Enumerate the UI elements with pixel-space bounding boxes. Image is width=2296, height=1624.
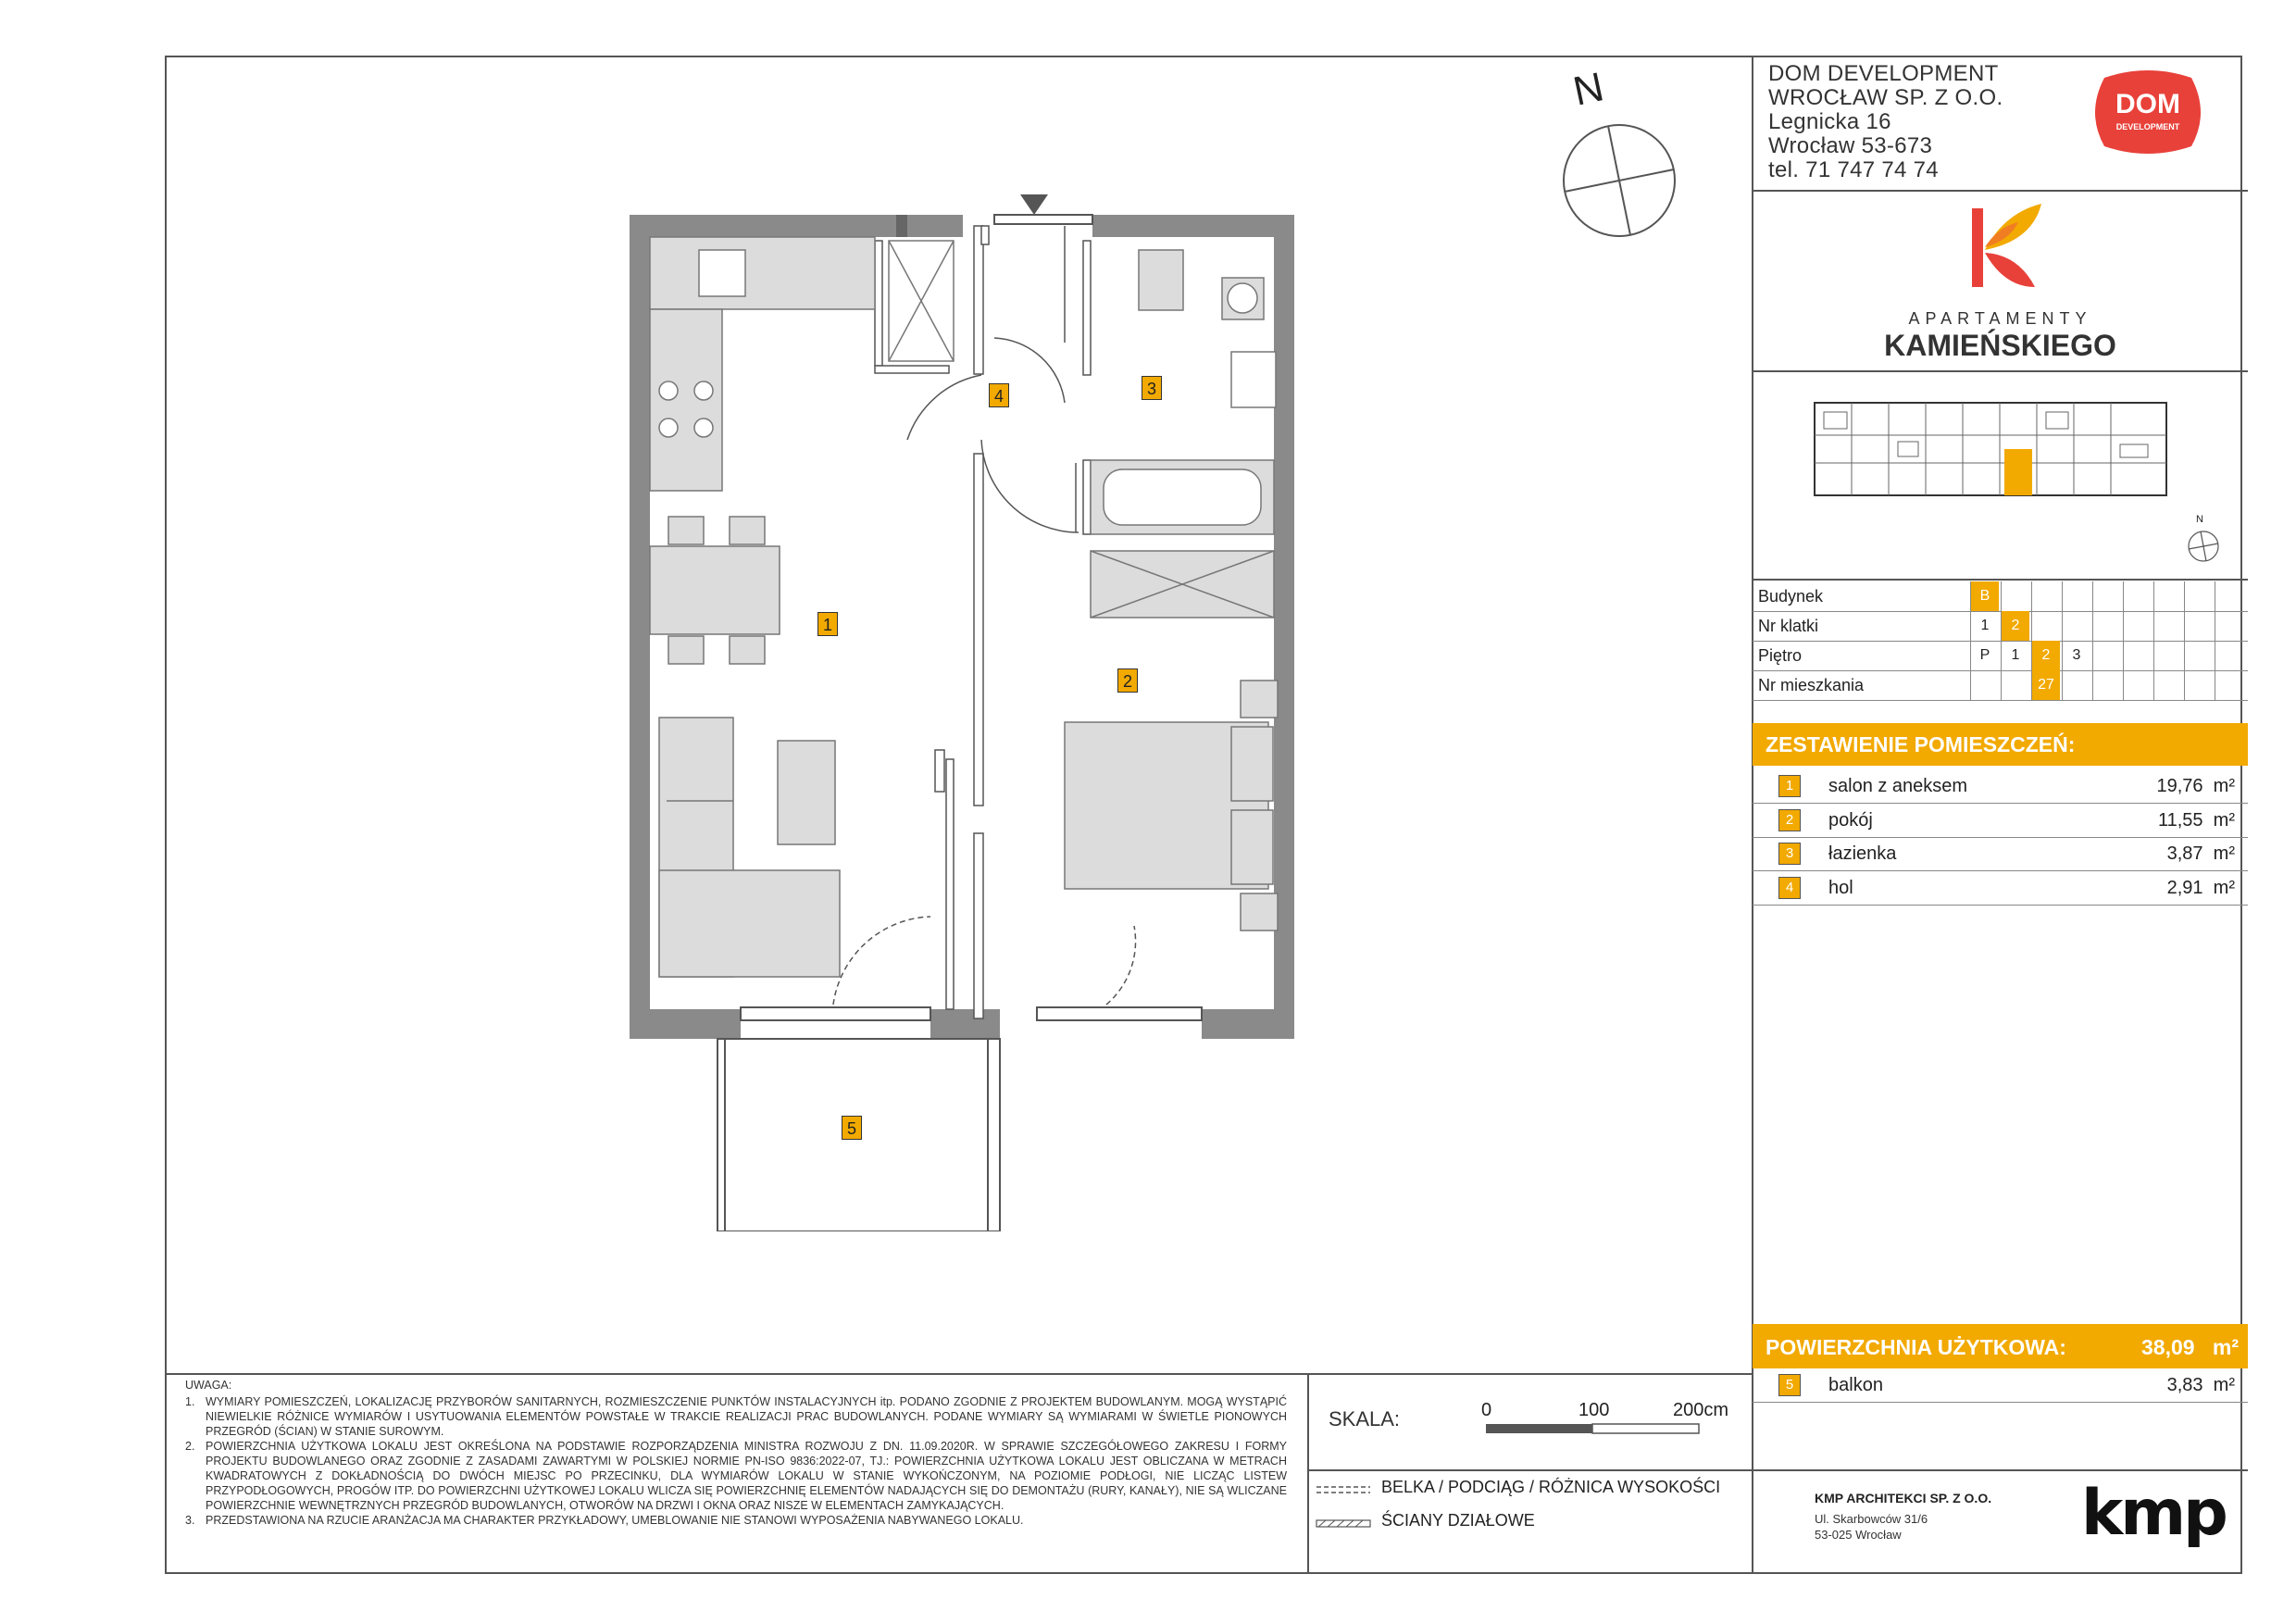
notes-block: UWAGA: 1. WYMIARY POMIESZCZEŃ, LOKALIZACJĘ PRZYBORÓW SANITARNYCH, ROZMIESZCZENIE PUNKTÓW INSTALACYJNYCH itp. PODANO ZGODNIE Z PROJEKTEM BUDOWLANYM. MOGĄ WYSTĄPIĆ NIEWIELKIE RÓŻNICE WYMIARÓW I USYTUOWANIA ELEMENTÓW POWSTAŁE W TRAKCIE REALIZACJI PRAC BUDOWLANYCH. PODANE WYMIARY SĄ WYMIARAMI W ŚWIETLE PIONOWYCH PRZEGRÓD (ŚCIAN) W STANIE SUROWYM. 2. POWIERZCHNIA UŻYTKOWA LOKALU JEST OKREŚLONA NA PODSTAWIE ROZPORZĄDZENIA MINISTRA ROZWOJU Z DN. 11.09.2020R. W SPRAWIE SZCZEGÓŁOWEGO ZAKRESU I FORMY PROJEKTU BUDOWLANEGO ORAZ ZGODNIE Z ZASADAMI ZAWARTYMI W POLSKIEJ NORMIE PN-ISO 9836:2022-07, TJ.: POWIERZCHNIA UŻYTKOWA LOKALU JEST OBLICZANA W METRACH KWADRATOWYCH Z DOKŁADNOŚCIĄ DO DWÓCH MIEJSC PO PRZECINKU, DLA WYMIARÓW LOKALU W STANIE WYKOŃCZONYM, NA POZIOMIE PODŁOGI, NIE LICZĄC LISTEW PRZYPODŁOGOWYCH, PROGÓW ITP. DO POWIERZCHNI UŻYTKOWEJ LOKALU WLICZA SIĘ POWIERZCHNIĘ ELEMENTÓW NADAJĄCYCH SIĘ DO DEMONTAŻU (RURY, KANAŁY), NIE SĄ WLICZANE POWIERZCHNIE WEWNĘTRZNYCH PRZEGRÓD BUDOWLANYCH, OTWORÓW NA DRZWI I OKNA ORAZ NISZE W ELEMENTACH ZAMYKAJĄCYCH. 3. PRZEDSTAWIONA NA RZUCIE ARANŻACJA MA CHARAKTER PRZYKŁADOWY, UMEBLOWANIE NIE STANOWI WYPOSAŻENIA NABYWANEGO LOKALU. bbox=[185, 1379, 1287, 1527]
room-name: hol bbox=[1828, 877, 1853, 898]
balcony-number-badge: 5 bbox=[1778, 1374, 1801, 1396]
compass-icon bbox=[1559, 120, 1679, 241]
room-area: 2,91 bbox=[2166, 877, 2203, 898]
company-city: Wrocław 53-673 bbox=[1768, 133, 1933, 158]
room-number-badge: 4 bbox=[1778, 877, 1801, 899]
room-area: 11,55 bbox=[2157, 809, 2203, 831]
room-row bbox=[1753, 769, 2248, 804]
location-cell bbox=[2062, 670, 2090, 700]
location-cell bbox=[2123, 581, 2152, 611]
location-cell bbox=[2031, 581, 2060, 611]
legend-beam: BELKA / PODCIĄG / RÓŻNICA WYSOKOŚCI bbox=[1381, 1478, 1721, 1496]
location-cell bbox=[2001, 581, 2029, 611]
location-cell bbox=[1970, 670, 1999, 700]
notes-divider bbox=[165, 1373, 1753, 1375]
scale-label: SKALA: bbox=[1329, 1407, 1401, 1430]
location-cell bbox=[2215, 641, 2243, 670]
location-cell: 2 bbox=[2031, 641, 2060, 670]
location-cell bbox=[2092, 581, 2121, 611]
company-street: Legnicka 16 bbox=[1768, 109, 1891, 134]
location-cell bbox=[2153, 670, 2182, 700]
north-label: N bbox=[1569, 64, 1608, 115]
architect-name: KMP ARCHITEKCI SP. Z O.O. bbox=[1815, 1491, 1992, 1505]
minimap-compass-icon bbox=[2187, 530, 2220, 563]
location-cell: P bbox=[1970, 641, 1999, 670]
total-area-bar bbox=[1753, 1324, 2248, 1368]
notes-title: UWAGA: bbox=[185, 1379, 232, 1392]
room-label-2: 2 bbox=[1117, 668, 1138, 693]
location-cell bbox=[2123, 670, 2152, 700]
location-cell bbox=[2062, 611, 2090, 641]
balcony-area: 3,83 bbox=[2166, 1375, 2203, 1395]
room-number-badge: 3 bbox=[1778, 843, 1801, 865]
room-label-3: 3 bbox=[1142, 376, 1162, 400]
location-cell bbox=[2001, 670, 2029, 700]
location-cell bbox=[2031, 611, 2060, 641]
balcony-name: balkon bbox=[1828, 1375, 1883, 1395]
location-cell bbox=[2215, 670, 2243, 700]
location-cell bbox=[2092, 670, 2121, 700]
location-cell bbox=[2092, 641, 2121, 670]
location-cell: 2 bbox=[2001, 611, 2029, 641]
floor-plan bbox=[620, 185, 1305, 1231]
location-cell bbox=[2123, 641, 2152, 670]
company-name-line2: WROCŁAW SP. Z O.O. bbox=[1768, 85, 2003, 110]
building-key-plan bbox=[1805, 394, 2185, 523]
location-cell: 27 bbox=[2031, 670, 2060, 700]
room-number-badge: 1 bbox=[1778, 775, 1801, 797]
rooms-header: ZESTAWIENIE POMIESZCZEŃ: bbox=[1753, 723, 2248, 766]
location-cell bbox=[2184, 611, 2213, 641]
note-1: WYMIARY POMIESZCZEŃ, LOKALIZACJĘ PRZYBORÓW SANITARNYCH, ROZMIESZCZENIE PUNKTÓW INSTALACYJNYCH itp. PODANO ZGODNIE Z PROJEKTEM BUDOWLANYM. MOGĄ WYSTĄPIĆ NIEWIELKIE RÓŻNICE WYMIARÓW I USYTUOWANIA ELEMENTÓW POWSTAŁE W TRAKCIE REALIZACJI PRAC BUDOWLANYCH. PODANE WYMIARY SĄ WYMIARAMI W ŚWIETLE PIONOWYCH PRZEGRÓD (ŚCIAN) W STANIE SUROWYM. bbox=[206, 1395, 1287, 1438]
room-label-5: 5 bbox=[842, 1116, 862, 1140]
room-area-unit: m² bbox=[2213, 877, 2235, 898]
developer-address bbox=[1768, 62, 2003, 182]
project-name-line1: APARTAMENTY bbox=[1908, 309, 2092, 328]
room-area: 19,76 bbox=[2156, 776, 2203, 796]
location-cell bbox=[2215, 611, 2243, 641]
panel-divider bbox=[1753, 370, 2248, 372]
panel-divider bbox=[1753, 190, 2248, 192]
scale-tick-100: 100 bbox=[1578, 1400, 1610, 1420]
room-area-unit: m² bbox=[2213, 776, 2235, 796]
location-row bbox=[1753, 641, 2248, 671]
room-row bbox=[1753, 871, 2248, 906]
location-cell bbox=[2153, 611, 2182, 641]
architect-city: 53-025 Wrocław bbox=[1815, 1528, 1902, 1542]
room-label-4: 4 bbox=[989, 383, 1009, 407]
location-row-label: Budynek bbox=[1758, 587, 1824, 606]
room-row bbox=[1753, 804, 2248, 838]
room-area-unit: m² bbox=[2213, 843, 2235, 864]
location-cell bbox=[2123, 611, 2152, 641]
note-2: POWIERZCHNIA UŻYTKOWA LOKALU JEST OKREŚLONA NA PODSTAWIE ROZPORZĄDZENIA MINISTRA ROZWOJU Z DN. 11.09.2020R. W SPRAWIE SZCZEGÓŁOWEGO ZAKRESU I FORMY PROJEKTU BUDOWLANEGO ORAZ ZGODNIE Z ZASADAMI ZAWARTYMI W POLSKIEJ NORMIE PN-ISO 9836:2022-07, TJ.: POWIERZCHNIA UŻYTKOWA LOKALU JEST OBLICZANA W METRACH KWADRATOWYCH Z DOKŁADNOŚCIĄ DO DWÓCH MIEJSC PO PRZECINKU, DLA WYMIARÓW LOKALU W STANIE WYKOŃCZONYM, NA POZIOMIE PODŁOGI, NIE LICZĄC LISTEW PRZYPODŁOGOWYCH, PROGÓW ITP. DO POWIERZCHNI UŻYTKOWEJ LOKALU WLICZA SIĘ POWIERZCHNIĘ ELEMENTÓW NADAJĄCYCH SIĘ DO DEMONTAŻU (RURY, KANAŁY), NIE SĄ WLICZANE POWIERZCHNIE WEWNĘTRZNYCH PRZEGRÓD BUDOWLANYCH, OTWORÓW NA DRZWI I OKNA ORAZ NISZE W ELEMENTACH ZAMYKAJĄCYCH. bbox=[206, 1440, 1287, 1512]
legend-symbols bbox=[1315, 1481, 1375, 1537]
dom-development-logo: DOM DEVELOPMENT bbox=[2088, 69, 2208, 156]
room-area-unit: m² bbox=[2213, 809, 2235, 831]
total-area-unit: m² bbox=[2212, 1335, 2239, 1359]
location-row bbox=[1753, 670, 2248, 701]
location-cell bbox=[2215, 581, 2243, 611]
location-row-label: Nr mieszkania bbox=[1758, 676, 1865, 694]
location-cell bbox=[2153, 581, 2182, 611]
room-area: 3,87 bbox=[2166, 843, 2203, 864]
location-cell bbox=[2153, 641, 2182, 670]
location-cell bbox=[2062, 581, 2090, 611]
balcony-row: 5 balkon 3,83 m² bbox=[1753, 1368, 2248, 1403]
location-cell: 3 bbox=[2062, 641, 2090, 670]
notes-divider bbox=[1307, 1373, 1309, 1574]
project-name-line2: KAMIEŃSKIEGO bbox=[1884, 329, 2116, 362]
company-name: DOM DEVELOPMENT bbox=[1768, 61, 1999, 86]
room-number-badge: 2 bbox=[1778, 809, 1801, 831]
room-name: łazienka bbox=[1828, 843, 1897, 864]
scale-tick-200: 200cm bbox=[1673, 1400, 1729, 1420]
location-row bbox=[1753, 611, 2248, 642]
location-row bbox=[1753, 581, 2248, 612]
location-cell bbox=[2184, 641, 2213, 670]
location-cell: 1 bbox=[2001, 641, 2029, 670]
scale-bar bbox=[1486, 1422, 1717, 1435]
location-cell bbox=[2092, 611, 2121, 641]
legend-divider bbox=[1308, 1469, 1753, 1471]
minimap-north-label: N bbox=[2196, 514, 2203, 525]
room-label-1: 1 bbox=[817, 612, 838, 636]
room-name: salon z aneksem bbox=[1828, 776, 1968, 796]
legend-partition-walls: ŚCIANY DZIAŁOWE bbox=[1381, 1511, 1535, 1530]
room-name: pokój bbox=[1828, 809, 1873, 831]
location-cell: B bbox=[1970, 581, 1999, 611]
company-phone: tel. 71 747 74 74 bbox=[1768, 157, 1939, 182]
panel-divider bbox=[1753, 1469, 2248, 1471]
location-cell bbox=[2184, 670, 2213, 700]
location-cell bbox=[2184, 581, 2213, 611]
kmp-logo: kmp bbox=[2081, 1477, 2226, 1550]
scale-tick-0: 0 bbox=[1481, 1400, 1492, 1420]
room-row bbox=[1753, 837, 2248, 871]
architect-street: Ul. Skarbowców 31/6 bbox=[1815, 1512, 1928, 1526]
note-3: PRZEDSTAWIONA NA RZUCIE ARANŻACJA MA CHARAKTER PRZYKŁADOWY, UMEBLOWANIE NIE STANOWI WYPOSAŻENIA NABYWANEGO LOKALU. bbox=[206, 1514, 1024, 1527]
total-area-value: 38,09 bbox=[2141, 1335, 2195, 1359]
location-row-label: Piętro bbox=[1758, 646, 1803, 665]
panel-divider bbox=[1753, 579, 2248, 581]
location-row-label: Nr klatki bbox=[1758, 617, 1819, 635]
apartamenty-kamienskiego-logo-icon bbox=[1953, 199, 2055, 301]
total-area-label: POWIERZCHNIA UŻYTKOWA: bbox=[1766, 1335, 2066, 1359]
location-cell: 1 bbox=[1970, 611, 1999, 641]
